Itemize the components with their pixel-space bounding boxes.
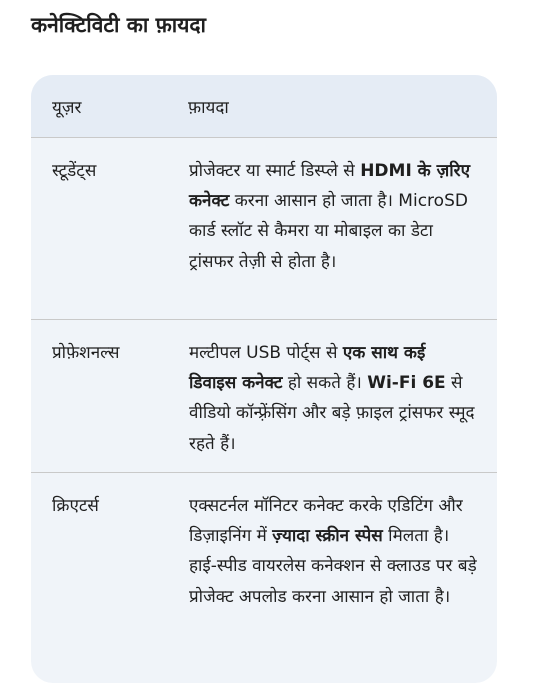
header-benefit: फ़ायदा xyxy=(188,97,229,118)
page-title: कनेक्टिविटी का फ़ायदा xyxy=(31,13,206,37)
benefit-text: करना आसान हो जाता है। MicroSD कार्ड स्लॉट से कैमरा या मोबाइल का डेटा ट्रांसफर तेज़ी से होता है। xyxy=(189,191,468,272)
row-user-cell: प्रोफ़ेशनल्स xyxy=(52,343,120,363)
benefit-text: एक्सटर्नल मॉनिटर कनेक्ट करके एडिटिंग और डिज़ाइनिंग में xyxy=(189,496,463,547)
benefit-highlight: Wi-Fi 6E xyxy=(367,373,446,394)
row-benefit-cell xyxy=(189,138,497,319)
table-row xyxy=(31,319,497,472)
row-user-cell: स्टूडेंट्स xyxy=(52,161,97,181)
benefit-highlight: HDMI के ज़रिए कनेक्ट xyxy=(189,161,471,212)
table-header xyxy=(31,75,497,137)
row-benefit-cell xyxy=(189,320,497,472)
table-row xyxy=(31,137,497,319)
benefits-table xyxy=(31,75,497,683)
benefit-highlight: ज़्यादा स्क्रीन स्पेस xyxy=(272,526,383,547)
benefit-text: हो सकते हैं। xyxy=(282,373,368,394)
benefit-text: प्रोजेक्टर या स्मार्ट डिस्प्ले से xyxy=(189,161,361,181)
benefit-text: मल्टीपल USB पोर्ट्स से xyxy=(189,343,343,363)
benefit-text: मिलता है। हाई-स्पीड वायरलेस कनेक्शन से क्लाउड पर बड़े प्रोजेक्ट अपलोड करना आसान हो जाता है। xyxy=(189,526,477,607)
table-row xyxy=(31,472,497,683)
row-benefit-cell xyxy=(189,473,497,683)
benefit-text: से वीडियो कॉन्फ़्रेंसिंग और बड़े फ़ाइल ट्रांसफर स्मूद रहते हैं। xyxy=(189,373,475,454)
row-user-cell: क्रिएटर्स xyxy=(52,496,99,516)
benefit-highlight: एक साथ कई डिवाइस कनेक्ट xyxy=(189,343,426,394)
header-user: यूज़र xyxy=(52,97,82,118)
